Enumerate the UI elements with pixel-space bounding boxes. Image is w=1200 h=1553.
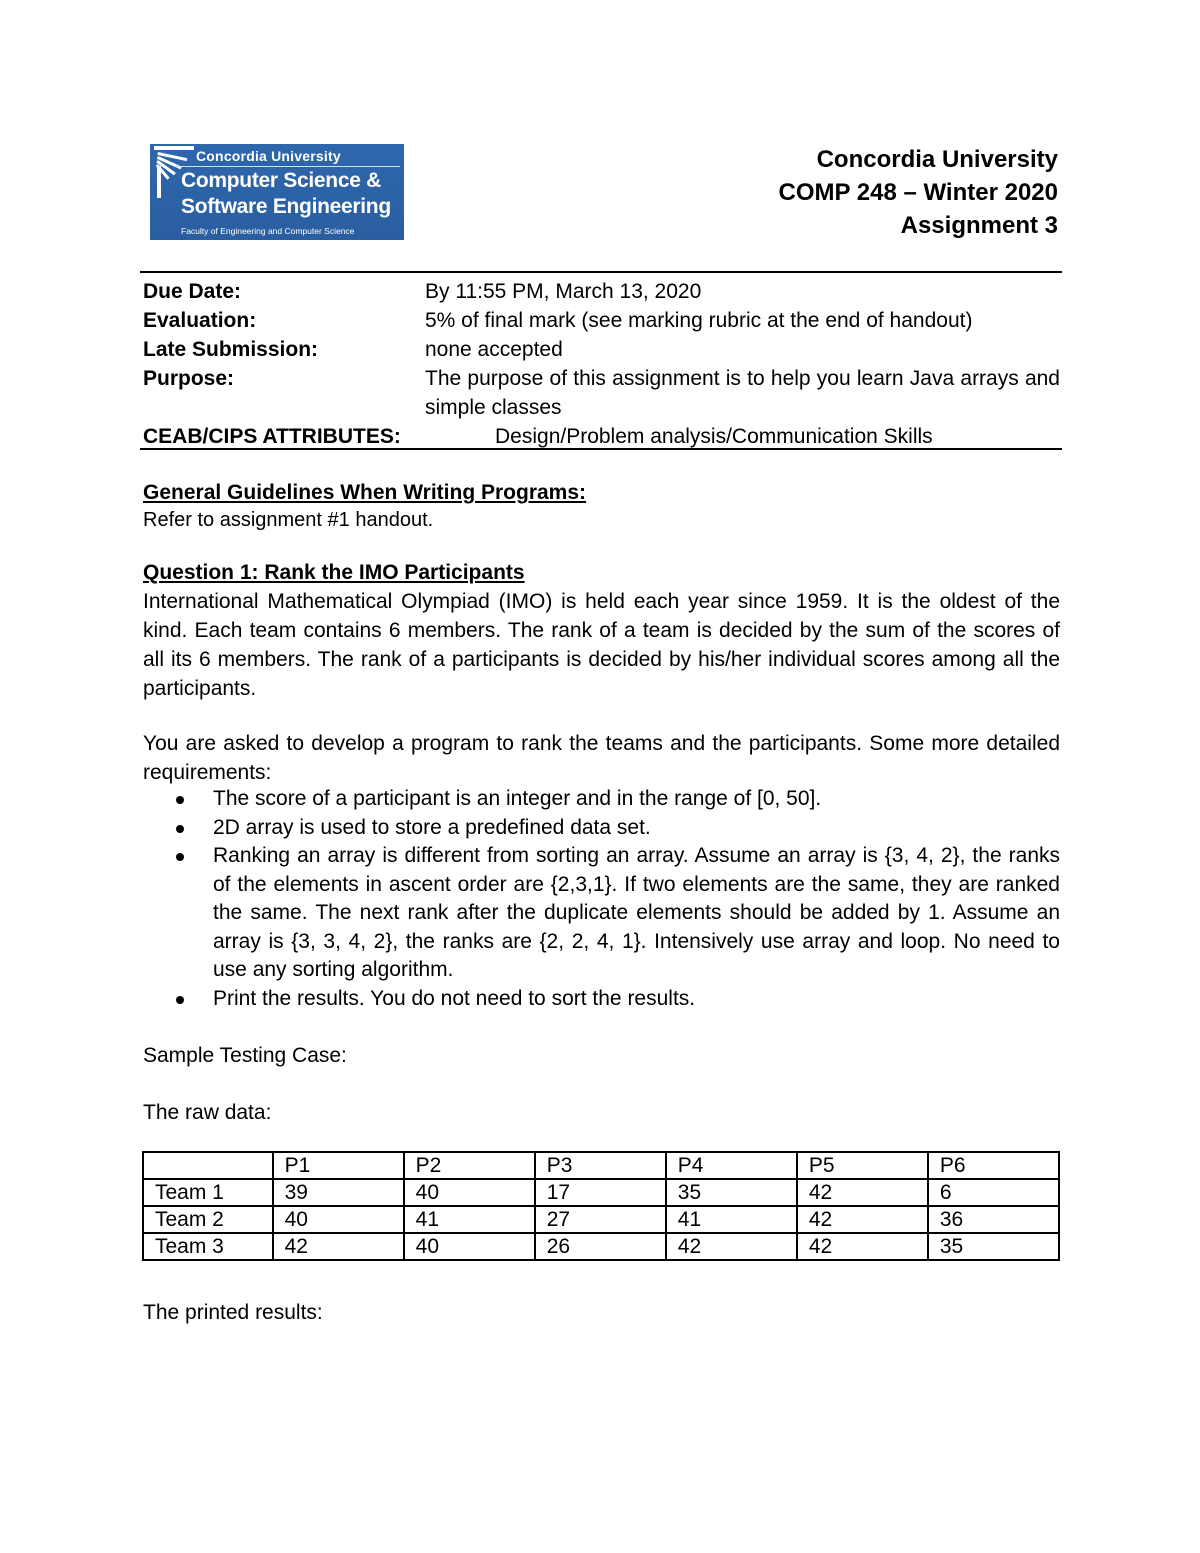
ceab-label: CEAB/CIPS ATTRIBUTES: xyxy=(143,425,401,448)
table-cell: 36 xyxy=(928,1206,1059,1233)
table-header-cell: P3 xyxy=(535,1152,666,1179)
due-date-value: By 11:55 PM, March 13, 2020 xyxy=(425,280,702,303)
list-item xyxy=(143,785,1060,814)
bullet-icon xyxy=(176,853,184,861)
table-cell: 41 xyxy=(404,1206,535,1233)
table-cell: 42 xyxy=(273,1233,404,1260)
due-date-row xyxy=(143,277,1060,306)
late-submission-value: none accepted xyxy=(425,338,563,361)
table-cell: 27 xyxy=(535,1206,666,1233)
table-cell: 42 xyxy=(797,1233,928,1260)
assignment-info xyxy=(143,277,1060,451)
document-header xyxy=(779,143,1058,242)
evaluation-row xyxy=(143,306,1060,335)
top-divider xyxy=(140,271,1062,273)
requirement-text: 2D array is used to store a predefined data set. xyxy=(213,815,651,839)
question1-ask: You are asked to develop a program to rank the teams and the participants. Some more detailed requirements: xyxy=(143,732,1060,784)
table-cell: 6 xyxy=(928,1179,1059,1206)
logo-line1: Computer Science & xyxy=(181,169,381,192)
late-submission-label: Late Submission: xyxy=(143,338,319,361)
table-row xyxy=(143,1233,1059,1260)
requirement-text: Print the results. You do not need to sort the results. xyxy=(213,986,696,1010)
table-row xyxy=(143,1179,1059,1206)
table-cell: 40 xyxy=(404,1233,535,1260)
header-university: Concordia University xyxy=(816,146,1058,173)
question1-intro: International Mathematical Olympiad (IMO) is held each year since 1959. It is the oldest of the kind. Each team contains 6 members. The rank of a team is decided by the sum of the scores of all its 6 members. The rank of a participants is decided by his/her individual scores among all the participants. xyxy=(143,590,1060,700)
list-item xyxy=(143,842,1060,985)
bullet-icon xyxy=(176,996,184,1004)
table-cell: 26 xyxy=(535,1233,666,1260)
table-cell: 42 xyxy=(666,1233,797,1260)
table-cell: Team 2 xyxy=(143,1206,273,1233)
list-item xyxy=(143,814,1060,843)
purpose-row xyxy=(143,364,1060,422)
logo-university: Concordia University xyxy=(196,148,341,164)
question1-title: Question 1: Rank the IMO Participants xyxy=(143,561,525,584)
bottom-divider xyxy=(140,448,1062,450)
table-header-cell xyxy=(143,1152,273,1179)
purpose-label: Purpose: xyxy=(143,367,235,390)
requirement-text: Ranking an array is different from sorting an array. Assume an array is {3, 4, 2}, the ranks of the elements in ascent order are {2,3,1}. If two elements are the same, they are ranked the same. The next rank after the duplicate elements should be added by 1. Assume an array is {3, 3, 4, 2}, the ranks are {2, 2, 4, 1}. Intensively use array and loop. No need to use any sorting algorithm. xyxy=(213,844,1060,981)
table-cell: 35 xyxy=(928,1233,1059,1260)
table-cell: Team 3 xyxy=(143,1233,273,1260)
table-header-cell: P1 xyxy=(273,1152,404,1179)
table-header-cell: P5 xyxy=(797,1152,928,1179)
raw-data-label: The raw data: xyxy=(143,1101,272,1124)
ceab-value: Design/Problem analysis/Communication Skills xyxy=(495,425,933,448)
table-cell: 41 xyxy=(666,1206,797,1233)
raw-data-table xyxy=(142,1151,1060,1261)
header-assignment: Assignment 3 xyxy=(900,212,1058,239)
guidelines-text: Refer to assignment #1 handout. xyxy=(143,509,434,531)
table-cell: 42 xyxy=(797,1206,928,1233)
table-cell: 40 xyxy=(404,1179,535,1206)
table-header-row xyxy=(143,1152,1059,1179)
evaluation-label: Evaluation: xyxy=(143,309,257,332)
due-date-label: Due Date: xyxy=(143,280,242,303)
logo-faculty: Faculty of Engineering and Computer Science xyxy=(181,226,355,236)
department-logo xyxy=(150,144,404,240)
table-header-cell: P6 xyxy=(928,1152,1059,1179)
table-row xyxy=(143,1206,1059,1233)
list-item xyxy=(143,985,1060,1014)
table-cell: 35 xyxy=(666,1179,797,1206)
logo-line2: Software Engineering xyxy=(181,195,391,218)
table-header-cell: P2 xyxy=(404,1152,535,1179)
sample-label: Sample Testing Case: xyxy=(143,1044,347,1067)
header-course: COMP 248 – Winter 2020 xyxy=(778,179,1058,206)
table-cell: 17 xyxy=(535,1179,666,1206)
evaluation-value: 5% of final mark (see marking rubric at the end of handout) xyxy=(425,309,973,332)
guidelines-title: General Guidelines When Writing Programs: xyxy=(143,481,587,504)
purpose-value: The purpose of this assignment is to help you learn Java arrays and simple classes xyxy=(425,367,1060,419)
requirement-text: The score of a participant is an integer and in the range of [0, 50]. xyxy=(213,787,822,810)
table-cell: 40 xyxy=(273,1206,404,1233)
table-cell: Team 1 xyxy=(143,1179,273,1206)
bullet-icon xyxy=(176,825,184,833)
bullet-icon xyxy=(176,796,184,804)
table-cell: 39 xyxy=(273,1179,404,1206)
table-header-cell: P4 xyxy=(666,1152,797,1179)
late-submission-row xyxy=(143,335,1060,364)
printed-results-label: The printed results: xyxy=(143,1301,323,1324)
logo-rule xyxy=(176,166,400,167)
ceab-row xyxy=(143,422,1060,451)
table-cell: 42 xyxy=(797,1179,928,1206)
requirements-list xyxy=(143,785,1060,1013)
